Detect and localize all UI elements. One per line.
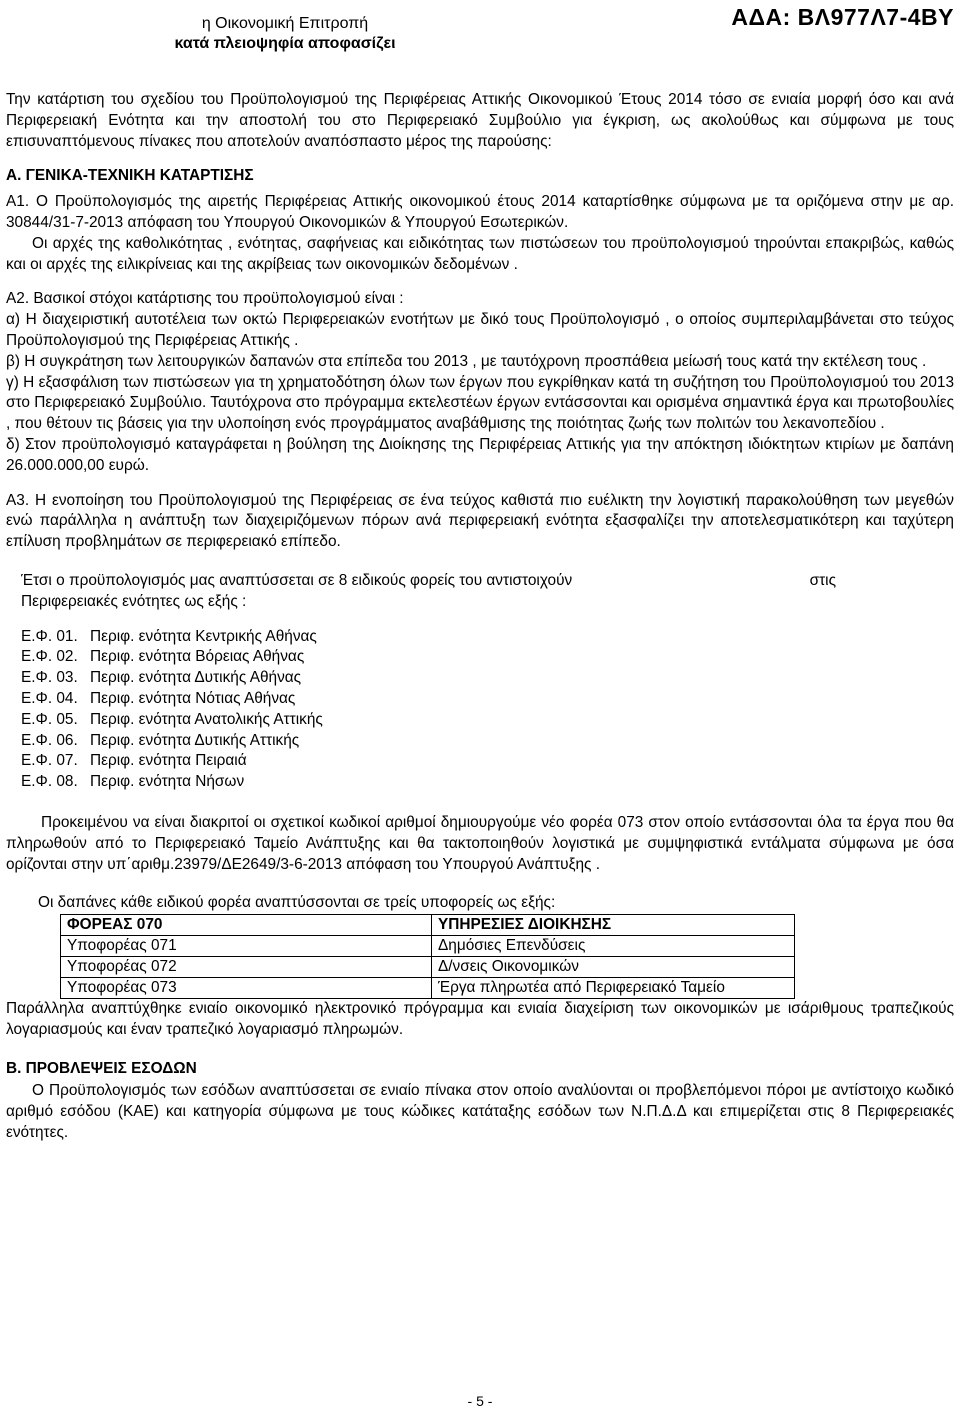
section-a-title: Α. ΓΕΝΙΚΑ-ΤΕΧΝΙΚΗ ΚΑΤΑΡΤΙΣΗΣ	[6, 167, 254, 185]
table-cell: Έργα πληρωτέα από Περιφερειακό Ταμείο	[432, 978, 795, 999]
list-item	[21, 710, 954, 731]
foreas-code: Ε.Φ. 07.	[21, 752, 78, 770]
committee-line: η Οικονομική Επιτροπή	[201, 15, 369, 32]
foreis-intro-word: στις	[809, 571, 836, 589]
a3-paragraph: Α3. Η ενοποίηση του Προϋπολογισμού της Περιφέρειας σε ένα τεύχος καθιστά πιο ευέλικτη την λογιστική παρακολούθηση των μεγεθών ενώ παράλληλα η ανάπτυξη των διαχειριζόμενων πόρων ανά περιφερειακή ενότητα εξασφαλίζει την αποτελεσματικότερη και ταχύτερη επίλυση προβλημάτων σε περιφερειακό επίπεδο.	[6, 491, 954, 551]
foreas-name: Περιφ. ενότητα Δυτικής Αττικής	[90, 731, 300, 749]
foreas-name: Περιφ. ενότητα Νήσων	[90, 773, 245, 791]
a2-item-a: α) Η διαχειριστική αυτοτέλεια των οκτώ Περιφερειακών ενοτήτων με δικό τους Προϋπολογισμό , ο οποίος συμπεριλαμβάνεται στο τεύχος Προϋπολογισμού της Περιφέρειας Αττικής .	[6, 311, 954, 349]
foreis-intro-text: Έτσι ο προϋπολογισμός μας αναπτύσσεται σε 8 ειδικούς φορείς του αντιστοιχούν	[21, 571, 573, 589]
foreas-code: Ε.Φ. 08.	[21, 773, 78, 791]
a2-item-b: β) Η συγκράτηση των λειτουργικών δαπανών στα επίπεδα του 2013 , με ταυτόχρονη προσπάθεια μείωσή τους κατά την εκτέλεση τους .	[6, 352, 927, 370]
list-item	[21, 731, 954, 752]
table-intro: Οι δαπάνες κάθε ειδικού φορέα αναπτύσσονται σε τρείς υποφορείς ως εξής:	[38, 894, 556, 912]
intro-paragraph: Την κατάρτιση του σχεδίου του Προϋπολογισμού της Περιφέρειας Αττικής Οικονομικού Έτους 2014 τόσο σε ενιαία μορφή όσο και ανά Περιφερειακή Ενότητα και την αποστολή του στο Περιφερειακό Συμβούλιο για έγκριση, ως ακολούθως και σύμφωνα με τους επισυναπτόμενους πίνακες που αποτελούν αναπόσπαστο μέρος της παρούσης:	[6, 91, 954, 150]
foreas-name: Περιφ. ενότητα Βόρειας Αθήνας	[90, 648, 305, 666]
table-cell: Υποφορέας 072	[61, 957, 432, 978]
spacer	[6, 275, 954, 289]
subforeis-table	[60, 914, 795, 999]
foreas-name: Περιφ. ενότητα Ανατολικής Αττικής	[90, 710, 323, 728]
foreas-name: Περιφ. ενότητα Πειραιά	[90, 752, 247, 770]
table-header-cell: ΥΠΗΡΕΣΙΕΣ ΔΙΟΙΚΗΣΗΣ	[432, 915, 795, 936]
table-cell: Υποφορέας 071	[61, 936, 432, 957]
ada-code: ΑΔΑ: ΒΛ977Λ7-4ΒΥ	[731, 4, 954, 30]
a2-item-c: γ) Η εξασφάλιση των πιστώσεων για τη χρηματοδότηση όλων των έργων που εγκρίθηκαν κατά τη συζήτηση του Προϋπολογισμού του 2013 στο Περιφερειακό Συμβούλιο. Ταυτόχρονα στο πρόγραμμα εκτελεστέων έργων εντάσσονται και ορισμένα σημαντικά έργα και πρωτοβουλίες , που θέτουν τις βάσεις για την υλοποίηση ενός προγράμματος αναβάθμισης της ποιότητας ζωής των πολιτών του λεκανοπεδίου .	[6, 373, 954, 433]
foreis-list	[21, 627, 954, 793]
foreas-name: Περιφ. ενότητα Νότιας Αθήνας	[90, 689, 296, 707]
list-item	[21, 689, 954, 710]
table-row	[61, 957, 795, 978]
foreas-name: Περιφ. ενότητα Κεντρικής Αθήνας	[90, 627, 317, 645]
a2-paragraph: Α2. Βασικοί στόχοι κατάρτισης του προϋπολογισμού είναι :	[6, 290, 404, 308]
list-item	[21, 647, 954, 668]
foreas-code: Ε.Φ. 06.	[21, 731, 78, 749]
table-cell: Υποφορέας 073	[61, 978, 432, 999]
table-header-row	[61, 915, 795, 936]
foreis-intro	[21, 571, 954, 613]
page-number: - 5 -	[467, 1393, 493, 1409]
spacer	[6, 477, 954, 491]
spacer	[6, 793, 954, 807]
a2-item-d: δ) Στον προϋπολογισμό καταγράφεται η βούληση της Διοίκησης της Περιφέρειας Αττικής για την απόκτηση ιδιόκτητων κτιρίων με δαπάνη 26.000.000,00 ευρώ.	[6, 435, 954, 474]
spacer	[6, 553, 954, 567]
table-row	[61, 936, 795, 957]
foreas-code: Ε.Φ. 02.	[21, 648, 78, 666]
table-header-cell: ΦΟΡΕΑΣ 070	[61, 915, 432, 936]
principles-paragraph: Οι αρχές της καθολικότητας , ενότητας, σαφήνειας και ειδικότητας των πιστώσεων του προϋπολογισμού τηρούνται επακριβώς, καθώς και οι αρχές της ειλικρίνειας και της ακρίβειας των οικονομικών δεδομένων .	[6, 234, 954, 273]
section-b-title: Β. ΠΡΟΒΛΕΨΕΙΣ ΕΣΟΔΩΝ	[6, 1059, 197, 1077]
foreas-073-paragraph: Προκειμένου να είναι διακριτοί οι σχετικοί κωδικοί αριθμοί δημιουργούμε νέο φορέα 073 στον οποίο εντάσσονται όλα τα έργα που θα πληρωθούν από το Περιφερειακό Ταμείο Ανάπτυξης και θα τακτοποιηθούν λογιστικά με συμψηφιστικά εντάλματα σύμφωνα με όσα ορίζονται στην υπ΄αριθμ.23979/ΔΕ2649/3-6-2013 απόφαση του Υπουργού Ανάπτυξης .	[6, 813, 954, 873]
parallel-paragraph: Παράλληλα αναπτύχθηκε ενιαίο οικονομικό ηλεκτρονικό πρόγραμμα και ενιαία διαχείριση των οικονομικών με ισάριθμους τραπεζικούς λογαριασμούς και έναν τραπεζικό λογαριασμό πληρωμών.	[6, 1000, 954, 1038]
table-row	[61, 978, 795, 999]
foreas-code: Ε.Φ. 04.	[21, 689, 78, 707]
decision-line: κατά πλειοψηφία αποφασίζει	[174, 35, 396, 52]
section-b-paragraph: Ο Προϋπολογισμός των εσόδων αναπτύσσεται σε ενιαίο πίνακα στον οποίο αναλύονται οι προβλεπόμενοι πόροι με αντίστοιχο κωδικό αριθμό εσόδου (ΚΑΕ) και κατηγορία σύμφωνα με τους κώδικες κατάταξης εσόδων των Ν.Π.Δ.Δ και επιμερίζεται στις 8 Περιφερειακές ενότητες.	[6, 1082, 954, 1142]
foreas-name: Περιφ. ενότητα Δυτικής Αθήνας	[90, 669, 302, 687]
document-body	[6, 90, 954, 1144]
foreas-code: Ε.Φ. 05.	[21, 710, 78, 728]
list-item	[21, 668, 954, 689]
list-item	[21, 772, 954, 793]
list-item	[21, 751, 954, 772]
table-cell: Δημόσιες Επενδύσεις	[432, 936, 795, 957]
spacer	[6, 613, 954, 627]
foreas-code: Ε.Φ. 01.	[21, 627, 78, 645]
a1-paragraph: Α1. Ο Προϋπολογισμός της αιρετής Περιφέρειας Αττικής οικονομικού έτους 2014 καταρτίσθηκε σύμφωνα με τα οριζόμενα στην με αρ. 30844/31-7-2013 απόφαση του Υπουργού Οικονομικών & Υπουργού Εσωτερικών.	[6, 193, 954, 231]
committee-header	[130, 14, 440, 54]
foreas-code: Ε.Φ. 03.	[21, 669, 78, 687]
table-cell: Δ/νσεις Οικονομικών	[432, 957, 795, 978]
spacer	[6, 875, 954, 889]
foreis-intro-continuation: Περιφερειακές ενότητες ως εξής :	[21, 592, 247, 610]
list-item	[21, 627, 954, 648]
